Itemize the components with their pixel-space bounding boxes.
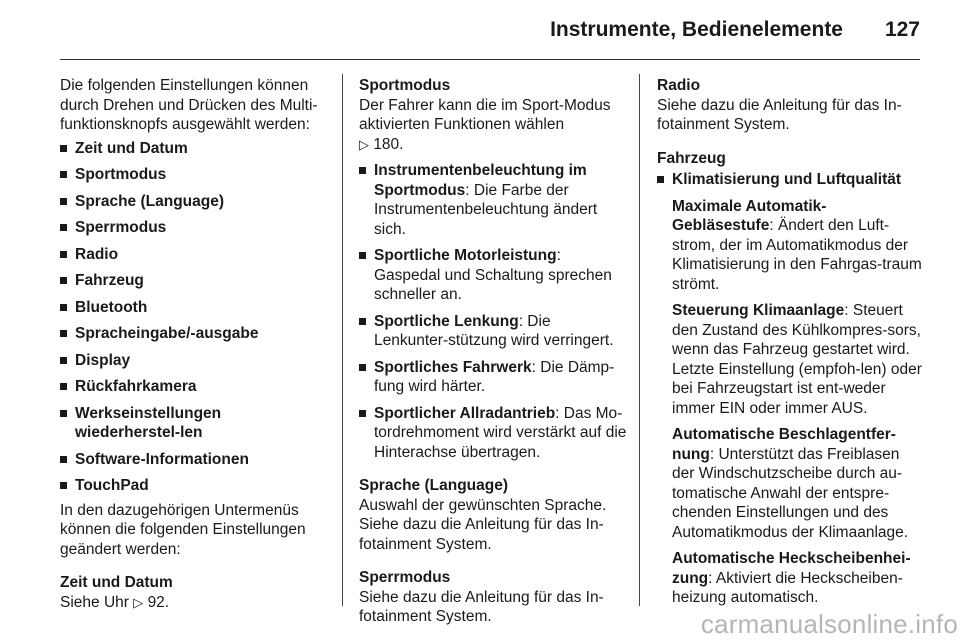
item-term: Automatische Heckscheibenhei-zung (672, 550, 911, 587)
list-item: Werkseinstellungen wiederherstel-len (60, 404, 326, 443)
list-item (359, 246, 627, 305)
intro-text: Die folgenden Einstellungen können durch Drehen und Drücken des Multi-funktionsknopfs ausgewählt werden: (60, 77, 318, 133)
section-heading-sport: Sportmodus (359, 77, 451, 94)
section-heading-radio: Radio (657, 77, 701, 94)
item-desc: : Die Lenkunter-stützung wird verringert. (374, 312, 614, 349)
list-item: Display (60, 351, 326, 371)
sport-text: Der Fahrer kann die im Sport-Modus aktivierten Funktionen wählen (359, 96, 611, 133)
item-desc: : Die Dämp-fung wird härter. (374, 358, 615, 395)
item-term: Sportlicher Allradantrieb (374, 404, 556, 422)
list-item: Rückfahrkamera (60, 377, 326, 397)
item-desc: : Das Mo-tordrehmoment wird verstärkt auf die Hinterachse übertragen. (374, 404, 627, 461)
watermark: carmanualsonline.info (700, 609, 958, 639)
list-item: Bluetooth (60, 298, 326, 318)
list-item (359, 312, 627, 351)
list-item: TouchPad (60, 476, 326, 496)
sperr-text: Siehe dazu die Anleitung für das In-fotainment System. (359, 588, 604, 625)
column-2 (359, 76, 627, 627)
item-term: Maximale Automatik-Gebläsestufe (672, 197, 827, 234)
column-divider-right (639, 74, 640, 606)
page-number: 127 (884, 18, 920, 41)
section-heading-sprache: Sprache (Language) (359, 477, 508, 494)
item-term: Automatische Beschlagentfer-nung (672, 426, 896, 463)
item-desc: : Steuert den Zustand des Kühlkompres-sors, wenn das Fahrzeug gestartet wird. Letzte Einstellung (empfoh-len) oder bei Fahrzeugstart ist ent-weder immer EIN oder immer AUS. (672, 302, 922, 417)
zeit-ref: 92. (147, 593, 170, 611)
item-term: Sportliche Motorleistung (374, 247, 557, 264)
sub-item (657, 425, 923, 542)
page-ref-icon: ▷ (359, 136, 369, 152)
zeit-paragraph (60, 593, 326, 613)
sub-item (657, 301, 923, 418)
settings-list (60, 139, 326, 496)
list-item: Radio (60, 245, 326, 265)
section-heading-fahrzeug: Fahrzeug (657, 149, 726, 167)
item-term: Sportliche Lenkung (374, 312, 519, 330)
list-item (359, 161, 627, 239)
radio-text: Siehe dazu die Anleitung für das In-fotainment System. (657, 96, 902, 133)
item-term: Instrumentenbeleuchtung im Sportmodus (374, 162, 587, 199)
list-item: Spracheingabe/-ausgabe (60, 324, 326, 344)
list-item: Sprache (Language) (60, 192, 326, 212)
item-desc: : Die Farbe der Instrumentenbeleuchtung ändert sich. (374, 181, 598, 238)
list-item: Klimatisierung und Luftqualität (657, 170, 923, 190)
item-desc: : Aktiviert die Heckscheiben-heizung automatisch. (672, 569, 903, 606)
list-item: Zeit und Datum (60, 139, 326, 159)
section-heading-sperr: Sperrmodus (359, 569, 451, 586)
sub-item (657, 197, 923, 295)
list-item: Sportmodus (60, 165, 326, 185)
section-heading-zeit: Zeit und Datum (60, 574, 173, 591)
list-item: Sperrmodus (60, 218, 326, 238)
column-divider-left (342, 74, 343, 606)
list-item (359, 358, 627, 397)
list-item: Software-Informationen (60, 450, 326, 470)
list-item (359, 404, 627, 463)
page-title: Instrumente, Bedienelemente (550, 18, 843, 41)
list-item: Fahrzeug (60, 271, 326, 291)
sport-paragraph (359, 96, 627, 155)
item-desc: : Gaspedal und Schaltung sprechen schneller an. (374, 247, 612, 303)
zeit-text: Siehe Uhr (60, 593, 129, 611)
submenu-text: In den dazugehörigen Untermenüs können die folgenden Einstellungen geändert werden: (60, 501, 306, 558)
page-header (60, 0, 920, 60)
item-desc: : Unterstützt das Freiblasen der Windschutzscheibe durch au-tomatische Anwahl der entspre-chenden Einstellungen und des Automatikmodus der Klimaanlage. (672, 445, 909, 541)
item-term: Steuerung Klimaanlage (672, 302, 845, 319)
column-3 (657, 76, 923, 608)
item-desc: : Ändert den Luft-strom, der im Automatikmodus der Klimatisierung in den Fahrgas-traum strömt. (672, 217, 922, 293)
sport-ref: 180. (373, 135, 404, 153)
column-1 (60, 76, 326, 612)
page-ref-icon: ▷ (133, 594, 144, 610)
sub-item (657, 549, 923, 608)
item-term: Sportliches Fahrwerk (374, 358, 532, 376)
sprache-text: Auswahl der gewünschten Sprache. Siehe dazu die Anleitung für das In-fotainment System. (359, 496, 607, 553)
